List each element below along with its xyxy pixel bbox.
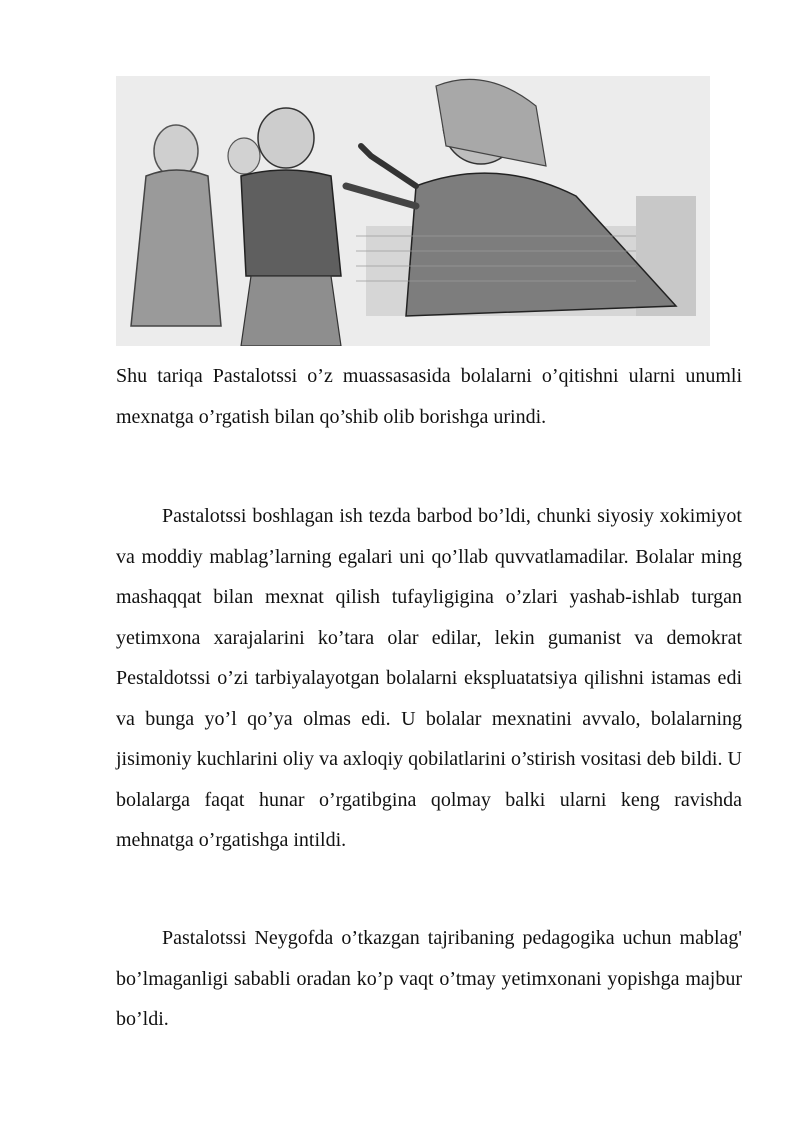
paragraph-1: Shu tariqa Pastalotssi o’z muassasasida bolalarni o’qitishni ularni unumli mexnatga o’rgatish bilan qo’shib olib borishga urindi.: [116, 365, 742, 428]
illustration-drawing: [116, 76, 710, 346]
paragraph-3: Pastalotssi Neygofda o’tkazgan tajribaning pedagogika uchun mablag' bo’lmaganligi sababli oradan ko’p vaqt o’tmay yetimxonani yopishga majbur bo’ldi.: [116, 927, 742, 1030]
paragraph-2: Pastalotssi boshlagan ish tezda barbod bo’ldi, chunki siyosiy xokimiyot va moddiy mablag’larning egalari uni qo’llab quvvatlamadilar. Bolalar ming mashaqqat bilan mexnat qilish tufayligigina o’zlari yashab-ishlab turgan yetimxona xarajalarini ko’tara olar edilar, lekin gumanist va demokrat Pestaldotssi o’zi tarbiyalayotgan bolalarni ekspluatatsiya qilishni istamas edi va bunga yo’l qo’ya olmas edi. U bolalar mexnatini avvalo, bolalarning jisimoniy kuchlarini oliy va axloqiy qobilatlarini o’stirish vositasi deb bildi. U bolalarga faqat hunar o’rgatibgina qolmay balki ularni keng ravishda mehnatga o’rgatishga intildi.: [116, 505, 742, 851]
engraving-illustration: [116, 76, 710, 346]
